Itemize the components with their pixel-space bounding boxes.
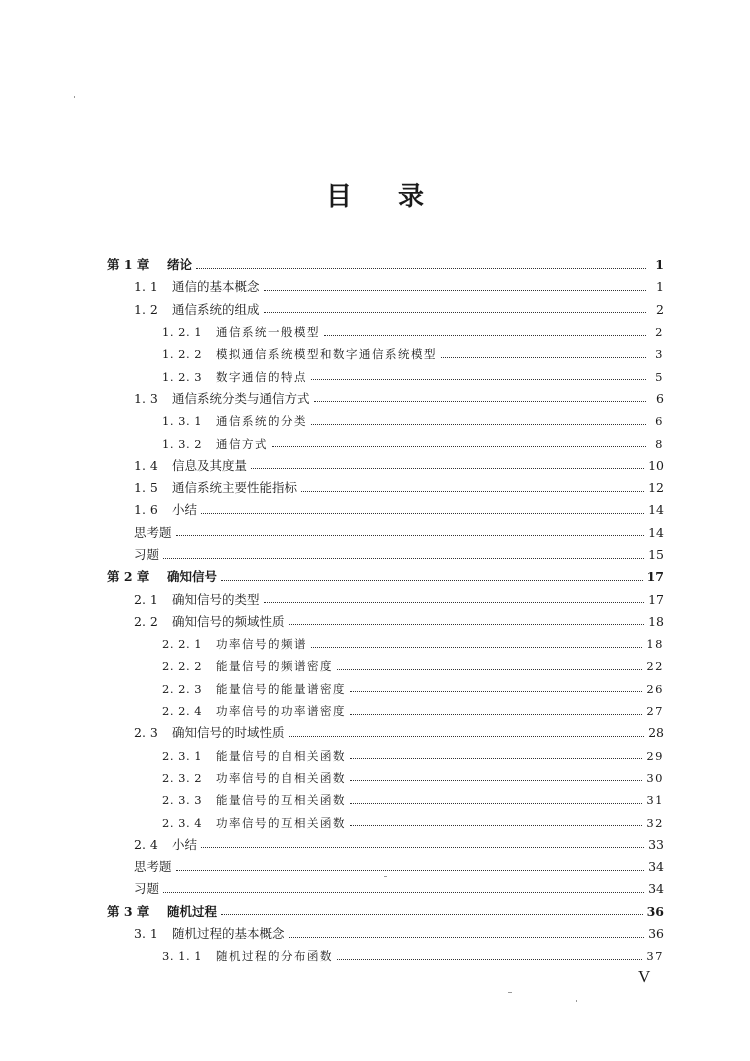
- toc-entry-number: 2. 2. 2: [162, 659, 203, 674]
- toc-chapter-entry: [0, 901, 750, 923]
- toc-entry-title: 通信系统一般模型: [216, 325, 320, 340]
- toc-entry-number: 2. 2. 1: [162, 637, 203, 652]
- toc-entry-title: 确知信号的时域性质: [172, 725, 285, 741]
- toc-entry-page: 6: [656, 390, 664, 406]
- toc-section-entry: [0, 611, 750, 633]
- toc-dot-leader: [176, 535, 645, 536]
- toc-section-entry: [0, 588, 750, 610]
- toc-dot-leader: [350, 780, 642, 781]
- toc-section-entry: [0, 722, 750, 744]
- toc-subsection-entry: [0, 410, 750, 432]
- toc-entry-page: 31: [646, 793, 664, 808]
- toc-dot-leader: [311, 424, 646, 425]
- toc-entry-title: 功率信号的功率谱密度: [216, 704, 346, 719]
- toc-entry-page: 8: [655, 436, 664, 451]
- toc-entry-number: 1. 2: [134, 301, 158, 317]
- toc-subsection-entry: [0, 633, 750, 655]
- toc-entry-page: 29: [646, 748, 664, 763]
- toc-entry-title: 能量信号的能量谱密度: [216, 681, 346, 696]
- toc-entry-number: 1. 1: [134, 279, 158, 295]
- toc-section-entry: [0, 923, 750, 945]
- scan-speck: [576, 1000, 577, 1002]
- scan-speck: [384, 876, 387, 877]
- toc-section-entry: [0, 299, 750, 321]
- toc-entry-page: 36: [646, 903, 664, 919]
- toc-dot-leader: [163, 892, 644, 893]
- toc-dot-leader: [337, 959, 642, 960]
- toc-entry-title: 能量信号的自相关函数: [216, 748, 346, 763]
- toc-entry-number: 3. 1. 1: [162, 949, 203, 964]
- scan-speck: [74, 96, 75, 98]
- toc-entry-title: 能量信号的互相关函数: [216, 793, 346, 808]
- toc-entry-page: 18: [646, 637, 664, 652]
- toc-subsection-entry: [0, 767, 750, 789]
- toc-entry-title: 通信系统的组成: [172, 301, 260, 317]
- toc-dot-leader: [350, 825, 642, 826]
- toc-entry-number: 第 1 章: [107, 257, 150, 273]
- toc-entry-page: 37: [646, 949, 664, 964]
- toc-entry-number: 1. 3: [134, 390, 158, 406]
- toc-entry-title: 随机过程的基本概念: [172, 926, 285, 942]
- toc-entry-title: 绪论: [167, 257, 193, 273]
- toc-entry-number: 2. 3. 3: [162, 793, 203, 808]
- toc-dot-leader: [289, 937, 645, 938]
- toc-entry-page: 14: [648, 502, 664, 518]
- toc-entry-number: 1. 3. 2: [162, 436, 203, 451]
- toc-section-entry: [0, 477, 750, 499]
- toc-entry-page: 18: [648, 613, 664, 629]
- toc-entry-title: 思考题: [134, 859, 172, 875]
- table-of-contents: [0, 254, 750, 968]
- toc-subsection-entry: [0, 321, 750, 343]
- toc-entry-title: 通信系统分类与通信方式: [172, 390, 310, 406]
- toc-entry-page: 10: [648, 457, 664, 473]
- toc-dot-leader: [201, 847, 644, 848]
- toc-dot-leader: [311, 647, 642, 648]
- toc-entry-number: 2. 4: [134, 836, 158, 852]
- toc-section-entry: [0, 856, 750, 878]
- toc-entry-title: 通信系统的分类: [216, 414, 307, 429]
- toc-entry-page: 30: [646, 770, 664, 785]
- toc-entry-number: 1. 4: [134, 457, 158, 473]
- toc-entry-page: 26: [646, 681, 664, 696]
- toc-dot-leader: [176, 870, 645, 871]
- toc-entry-number: 1. 2. 2: [162, 347, 203, 362]
- toc-entry-page: 1: [656, 279, 664, 295]
- toc-entry-page: 17: [646, 569, 664, 585]
- toc-entry-title: 小结: [172, 836, 198, 852]
- toc-dot-leader: [337, 669, 642, 670]
- toc-entry-number: 2. 2. 4: [162, 704, 203, 719]
- toc-chapter-entry: [0, 254, 750, 276]
- toc-section-entry: [0, 276, 750, 298]
- toc-dot-leader: [196, 268, 646, 269]
- toc-entry-page: 12: [648, 480, 664, 496]
- toc-subsection-entry: [0, 789, 750, 811]
- toc-entry-number: 2. 1: [134, 591, 158, 607]
- toc-entry-page: 5: [655, 369, 664, 384]
- toc-dot-leader: [272, 446, 646, 447]
- toc-entry-page: 1: [655, 257, 664, 273]
- page-title: [0, 176, 750, 213]
- toc-entry-page: 2: [656, 301, 664, 317]
- toc-entry-number: 3. 1: [134, 926, 158, 942]
- toc-entry-title: 随机过程的分布函数: [216, 949, 333, 964]
- toc-entry-page: 27: [646, 704, 664, 719]
- toc-subsection-entry: [0, 700, 750, 722]
- toc-entry-page: 34: [648, 881, 664, 897]
- toc-dot-leader: [350, 691, 642, 692]
- toc-entry-number: 1. 2. 1: [162, 325, 203, 340]
- toc-entry-title: 小结: [172, 502, 198, 518]
- toc-entry-title: 数字通信的特点: [216, 369, 307, 384]
- toc-entry-title: 通信系统主要性能指标: [172, 480, 298, 496]
- scan-speck: [508, 992, 512, 993]
- toc-dot-leader: [350, 758, 642, 759]
- toc-entry-page: 14: [648, 524, 664, 540]
- toc-subsection-entry: [0, 365, 750, 387]
- toc-subsection-entry: [0, 745, 750, 767]
- toc-dot-leader: [441, 357, 646, 358]
- toc-dot-leader: [350, 803, 642, 804]
- toc-subsection-entry: [0, 655, 750, 677]
- toc-entry-number: 2. 3. 1: [162, 748, 203, 763]
- toc-dot-leader: [289, 624, 645, 625]
- toc-entry-number: 2. 2: [134, 613, 158, 629]
- toc-dot-leader: [264, 290, 646, 291]
- toc-dot-leader: [301, 491, 644, 492]
- toc-dot-leader: [251, 468, 644, 469]
- toc-entry-number: 2. 3. 2: [162, 770, 203, 785]
- toc-section-entry: [0, 499, 750, 521]
- toc-entry-number: 2. 3. 4: [162, 815, 203, 830]
- toc-entry-page: 34: [648, 859, 664, 875]
- toc-dot-leader: [264, 312, 646, 313]
- toc-entry-title: 信息及其度量: [172, 457, 248, 473]
- toc-entry-page: 6: [655, 414, 664, 429]
- toc-entry-title: 习题: [134, 547, 160, 562]
- toc-entry-number: 第 2 章: [107, 569, 150, 585]
- toc-entry-title: 功率信号的互相关函数: [216, 815, 346, 830]
- toc-entry-number: 第 3 章: [107, 903, 150, 919]
- toc-entry-number: 2. 2. 3: [162, 681, 203, 696]
- toc-section-entry: [0, 544, 750, 566]
- toc-chapter-entry: [0, 566, 750, 588]
- toc-dot-leader: [289, 736, 645, 737]
- toc-entry-page: 15: [648, 547, 664, 562]
- toc-dot-leader: [221, 580, 643, 581]
- toc-dot-leader: [201, 513, 644, 514]
- toc-section-entry: [0, 878, 750, 900]
- toc-entry-title: 功率信号的自相关函数: [216, 770, 346, 785]
- toc-entry-page: 28: [648, 725, 664, 741]
- toc-dot-leader: [314, 401, 646, 402]
- toc-entry-page: 33: [648, 836, 664, 852]
- toc-entry-page: 3: [655, 347, 664, 362]
- toc-entry-title: 确知信号的频域性质: [172, 613, 285, 629]
- toc-entry-title: 确知信号的类型: [172, 591, 260, 607]
- toc-entry-number: 1. 6: [134, 502, 158, 518]
- toc-dot-leader: [221, 914, 643, 915]
- toc-entry-title: 功率信号的频谱: [216, 637, 307, 652]
- toc-dot-leader: [163, 558, 644, 559]
- toc-entry-page: 17: [648, 591, 664, 607]
- toc-dot-leader: [350, 714, 642, 715]
- toc-entry-number: 1. 5: [134, 480, 158, 496]
- page-title-char-2: 录: [398, 182, 425, 212]
- toc-entry-title: 思考题: [134, 524, 172, 540]
- toc-entry-page: 36: [648, 926, 664, 942]
- toc-entry-title: 模拟通信系统模型和数字通信系统模型: [216, 347, 437, 362]
- toc-entry-title: 确知信号: [167, 569, 218, 585]
- toc-entry-page: 22: [646, 659, 664, 674]
- toc-dot-leader: [311, 379, 646, 380]
- toc-subsection-entry: [0, 343, 750, 365]
- toc-entry-title: 通信的基本概念: [172, 279, 260, 295]
- toc-entry-number: 1. 3. 1: [162, 414, 203, 429]
- toc-section-entry: [0, 522, 750, 544]
- toc-dot-leader: [264, 602, 645, 603]
- toc-section-entry: [0, 388, 750, 410]
- toc-entry-title: 习题: [134, 881, 160, 897]
- toc-entry-page: 2: [655, 325, 664, 340]
- toc-entry-number: 2. 3: [134, 725, 158, 741]
- toc-subsection-entry: [0, 945, 750, 967]
- page-title-char-1: 目: [325, 182, 352, 212]
- toc-section-entry: [0, 455, 750, 477]
- toc-subsection-entry: [0, 678, 750, 700]
- toc-entry-title: 能量信号的频谱密度: [216, 659, 333, 674]
- toc-subsection-entry: [0, 432, 750, 454]
- toc-section-entry: [0, 834, 750, 856]
- toc-dot-leader: [324, 335, 646, 336]
- toc-subsection-entry: [0, 811, 750, 833]
- toc-entry-title: 通信方式: [216, 436, 268, 451]
- toc-entry-number: 1. 2. 3: [162, 369, 203, 384]
- toc-entry-title: 随机过程: [167, 903, 218, 919]
- toc-entry-page: 32: [646, 815, 664, 830]
- page-number: V: [638, 967, 651, 986]
